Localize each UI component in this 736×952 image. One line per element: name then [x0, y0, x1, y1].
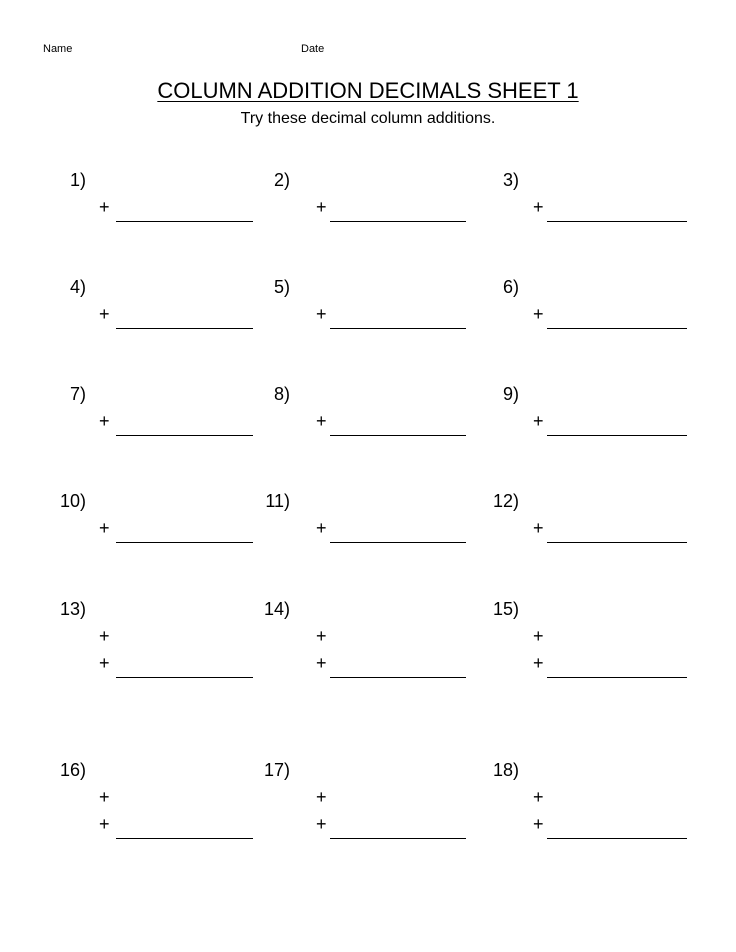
answer-line [547, 435, 687, 436]
answer-line [116, 677, 253, 678]
plus-sign: + [533, 787, 544, 807]
problem-number: 6) [502, 277, 519, 297]
plus-sign: + [99, 787, 110, 807]
answer-line [547, 542, 687, 543]
problem-number: 5) [273, 277, 290, 297]
plus-sign: + [316, 787, 327, 807]
answer-line [330, 838, 466, 839]
answer-line [116, 435, 253, 436]
plus-sign: + [316, 626, 327, 646]
plus-sign: + [316, 653, 327, 673]
problem-number: 15) [492, 599, 519, 619]
plus-sign: + [316, 814, 327, 834]
worksheet-title: COLUMN ADDITION DECIMALS SHEET 1 [157, 78, 579, 103]
plus-sign: + [533, 626, 544, 646]
plus-sign: + [533, 411, 544, 431]
problem-number: 16) [59, 760, 86, 780]
plus-sign: + [99, 518, 110, 538]
problem-number: 3) [502, 170, 519, 190]
answer-line [547, 221, 687, 222]
plus-sign: + [533, 814, 544, 834]
plus-sign: + [316, 518, 327, 538]
plus-sign: + [99, 814, 110, 834]
problem-number: 11) [265, 491, 290, 511]
plus-sign: + [533, 304, 544, 324]
answer-line [116, 838, 253, 839]
problem-number: 17) [263, 760, 290, 780]
plus-sign: + [533, 197, 544, 217]
plus-sign: + [316, 304, 327, 324]
plus-sign: + [99, 626, 110, 646]
worksheet-subtitle: Try these decimal column additions. [240, 110, 496, 127]
problem-number: 12) [492, 491, 519, 511]
answer-line [547, 328, 687, 329]
answer-line [330, 435, 466, 436]
plus-sign: + [316, 197, 327, 217]
problem-number: 14) [263, 599, 290, 619]
date-label: Date [301, 43, 325, 55]
plus-sign: + [99, 197, 110, 217]
plus-sign: + [99, 304, 110, 324]
plus-sign: + [99, 653, 110, 673]
problem-number: 10) [59, 491, 86, 511]
problem-number: 9) [502, 384, 519, 404]
problem-number: 8) [273, 384, 290, 404]
problem-number: 1) [69, 170, 86, 190]
answer-line [547, 838, 687, 839]
answer-line [330, 328, 466, 329]
plus-sign: + [533, 653, 544, 673]
problem-number: 13) [59, 599, 86, 619]
answer-line [116, 328, 253, 329]
problem-number: 4) [69, 277, 86, 297]
answer-line [330, 542, 466, 543]
problem-number: 7) [69, 384, 86, 404]
answer-line [330, 221, 466, 222]
answer-line [547, 677, 687, 678]
answer-line [116, 542, 253, 543]
answer-line [330, 677, 466, 678]
name-label: Name [43, 43, 73, 55]
problem-number: 18) [492, 760, 519, 780]
plus-sign: + [316, 411, 327, 431]
problem-number: 2) [273, 170, 290, 190]
answer-line [116, 221, 253, 222]
plus-sign: + [533, 518, 544, 538]
plus-sign: + [99, 411, 110, 431]
